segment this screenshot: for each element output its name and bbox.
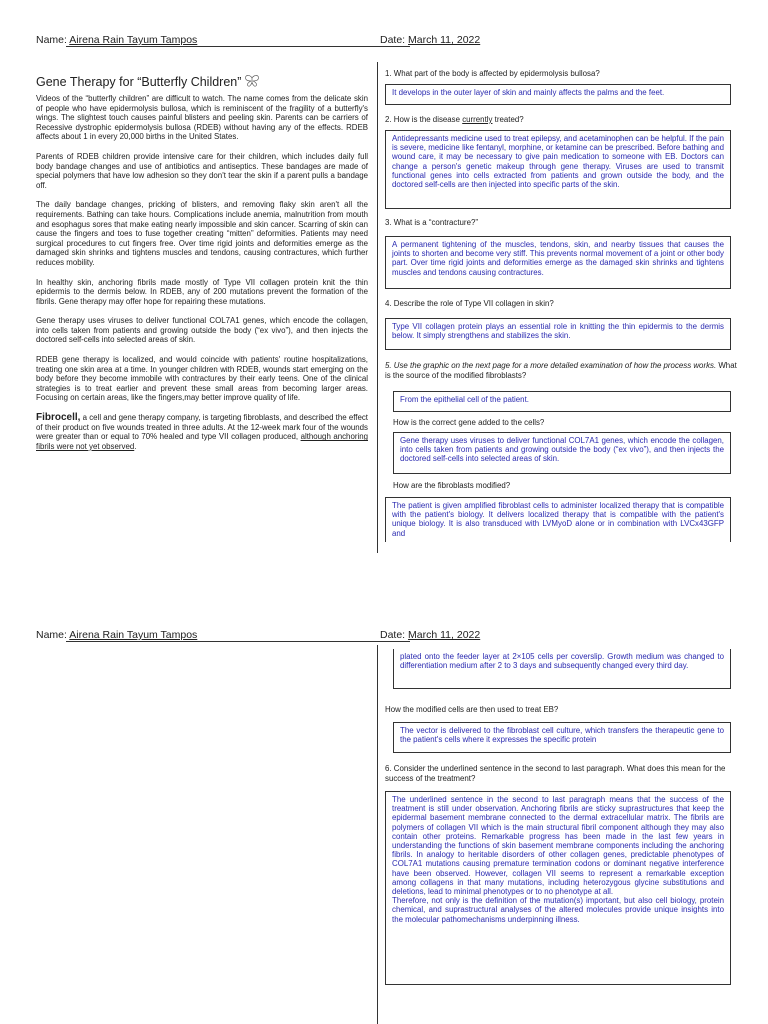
question-5d: How the modified cells are then used to treat EB? [385,705,559,714]
page2-divider [377,645,378,1024]
question-5b: How is the correct gene added to the cells? [393,418,545,427]
answer-box-2[interactable]: Antidepressants medicine used to treat epilepsy, and acetaminophen can be helpful. If the pain is severe, medicine like fentanyl, morphine, or ketamine can be prescribed. Before bathing and wound care, it may be necessary to give pain medication to someone with EB. Doctors can change a person's genetic makeup through gene therapy. Viruses are used to transmit functional genes into cells extracted from patients and grown outside the body, and the doctored self-cells are then injected into specific parts of the skin. [385,130,731,209]
date-field: Date: March 11, 2022 [380,34,481,46]
answer-box-5b[interactable]: Gene therapy uses viruses to deliver functional COL7A1 genes, which encode the collagen, into cells taken from patients and growing outside the body (“ex vivo”), and then injects the doctored self-cells into selected areas of skin. [393,432,731,474]
date-field: Date: March 11, 2022 [380,629,481,641]
underlined-sentence: although anchoring fibrils were not yet observed [36,432,368,451]
question-3: 3. What is a “contracture?” [385,218,478,227]
article-paragraph-fibrocell: Fibrocell, a cell and gene therapy company, is targeting fibroblasts, and described the effect of their product on five wounds treated in three adults. At the 12-week mark four of the wounds were greater than or equal to 70% healed and type VII collagen produced, although anchoring fibrils were not yet observed. [36,412,368,451]
butterfly-icon [244,74,260,88]
answer-box-6[interactable]: The underlined sentence in the second to last paragraph means that the success of the treatment is still under observation. Anchoring fibrils are sticky suprastructures that keep the epidermal basement membrane connected to the dermal extracellular matrix. The fibrils are polymers of collagen VII which is the main structural fibril component although they may also contain other proteins. Remarkable progress has been made in the last few years in understanding the functions of skin basement membrane components including the anchoring fibrils. In analogy to heritable disorders of other collagen genes, predictable phenotypes of COL7A1 mutations causing premature termination codons or dominant negative interference have been observed. However, collagen VII seems to represent a remarkable exception among collagens in that many mutations, including heterozygous glycine substitutions and deletions, lead to minimal phenotypes or to no phenotype at all. Therefore, not only is the definition of the mutation(s) important, but also cell biology, protein chemical, and suprastructural analyses of the altered molecules provide unique insights into the molecular pathomechanisms underpinning illness. [385,791,731,985]
article-paragraph: Videos of the “butterfly children” are difficult to watch. The name comes from the delicate skin of people who have epidermolysis bullosa, which is reminiscent of the fragility of a butterfly's wings. The slightest touch causes painful blisters and peeling skin. Parents can be carriers of Recessive dystrophic epidermolysis bullosa (RDEB) without having any of the effects. RDEB affects about 1 in every 20,000 births in the United States. [36,94,368,142]
question-2: 2. How is the disease currently treated? [385,115,524,124]
article-paragraph: Gene therapy uses viruses to deliver functional COL7A1 genes, which encode the collagen, into cells taken from patients and growing outside the body (“ex vivo”), and then injects the doctored self-cells into selected areas of skin. [36,316,368,345]
article-column [36,74,368,461]
article-paragraph: The daily bandage changes, pricking of blisters, and removing flaky skin aren't all the requirements. Bathing can take hours. Complications include anemia, malnutrition from mouth and esophagus sores that make eating nearly impossible and skin cancer. Scarring of skin can cause the fingers and toes to fuse together creating “mitten” deformities. Patients may need surgical procedures to cut fingers free. Over time rigid joints and deformities emerge as the damaged skin shrinks and tightens muscles and tendons, causing contractures, which further reduces mobility. [36,200,368,267]
question-6: 6. Consider the underlined sentence in the second to last paragraph. What does this mean for the success of the treatment? [385,764,726,783]
article-paragraph: RDEB gene therapy is localized, and would coincide with patients' routine hospitalizations, treating one skin area at a time. In younger children with RDEB, wounds start emerging on the body before they become immobile with contractures by their early teens. One of the clinical strategies is to treat earlier and prevent these small areas from becoming larger areas. Focusing on certain areas, like the fingers,may better improve quality of life. [36,355,368,403]
article-title: Gene Therapy for “Butterfly Children” [36,74,368,90]
name-underline [66,46,410,47]
name-field: Name: Airena Rain Tayum Tampos [36,629,198,641]
article-paragraph: In healthy skin, anchoring fibrils made mostly of Type VII collagen protein knit the thin epidermis to the dermis below. In RDEB, any of 200 mutations prevent the formation of the fibrils. Gene therapy may offer hope for repairing these mutations. [36,277,368,306]
article-paragraph: Parents of RDEB children provide intensive care for their children, which includes daily full body bandage changes and use of antibiotics and antiseptics. These bandages are made of special polymers that have low adhesion so they don't tear the skin if a parent pulls a bandage off. [36,151,368,190]
question-5c: How are the fibroblasts modified? [393,481,511,490]
name-underline [66,641,410,642]
answer-box-5c[interactable]: The patient is given amplified fibroblast cells to administer localized therapy that is compatible with the patient's biology. It delivers localized therapy that is compatible with the patient's unique biology. It is also transduced with LVMyoD alone or in combination with LVCx43GFP and [385,497,731,542]
answer-box-3[interactable]: A permanent tightening of the muscles, tendons, skin, and nearby tissues that causes the joints to shorten and become very stiff. This prevents normal movement of a joint or other body part. Over time rigid joints and deformities emerge as the damaged skin shrinks and tightens muscles and tendons causing contractures. [385,236,731,289]
answer-box-5d[interactable]: The vector is delivered to the fibroblast cell culture, which transfers the therapeutic gene to the patient's cells where it expresses the specific protein [393,722,731,753]
name-field: Name: Airena Rain Tayum Tampos [36,34,198,46]
answer-box-4[interactable]: Type VII collagen protein plays an essential role in knitting the thin epidermis to the dermis below. It simply strengthens and stabilizes the skin. [385,318,731,350]
question-4: 4. Describe the role of Type VII collagen in skin? [385,299,554,308]
answer-box-1[interactable]: It develops in the outer layer of skin and mainly affects the palms and the feet. [385,84,731,105]
answer-box-5[interactable]: From the epithelial cell of the patient. [393,391,731,412]
page1-divider [377,62,378,553]
question-5: 5. Use the graphic on the next page for a more detailed examination of how the process works. What is the source of the modified fibroblasts? [385,361,737,380]
answer-box-5c-continued[interactable]: plated onto the feeder layer at 2×105 cells per coverslip. Growth medium was changed to differentiation medium after 2 to 3 days and subsequently changed every third day. [393,649,731,689]
question-1: 1. What part of the body is affected by epidermolysis bullosa? [385,69,600,78]
